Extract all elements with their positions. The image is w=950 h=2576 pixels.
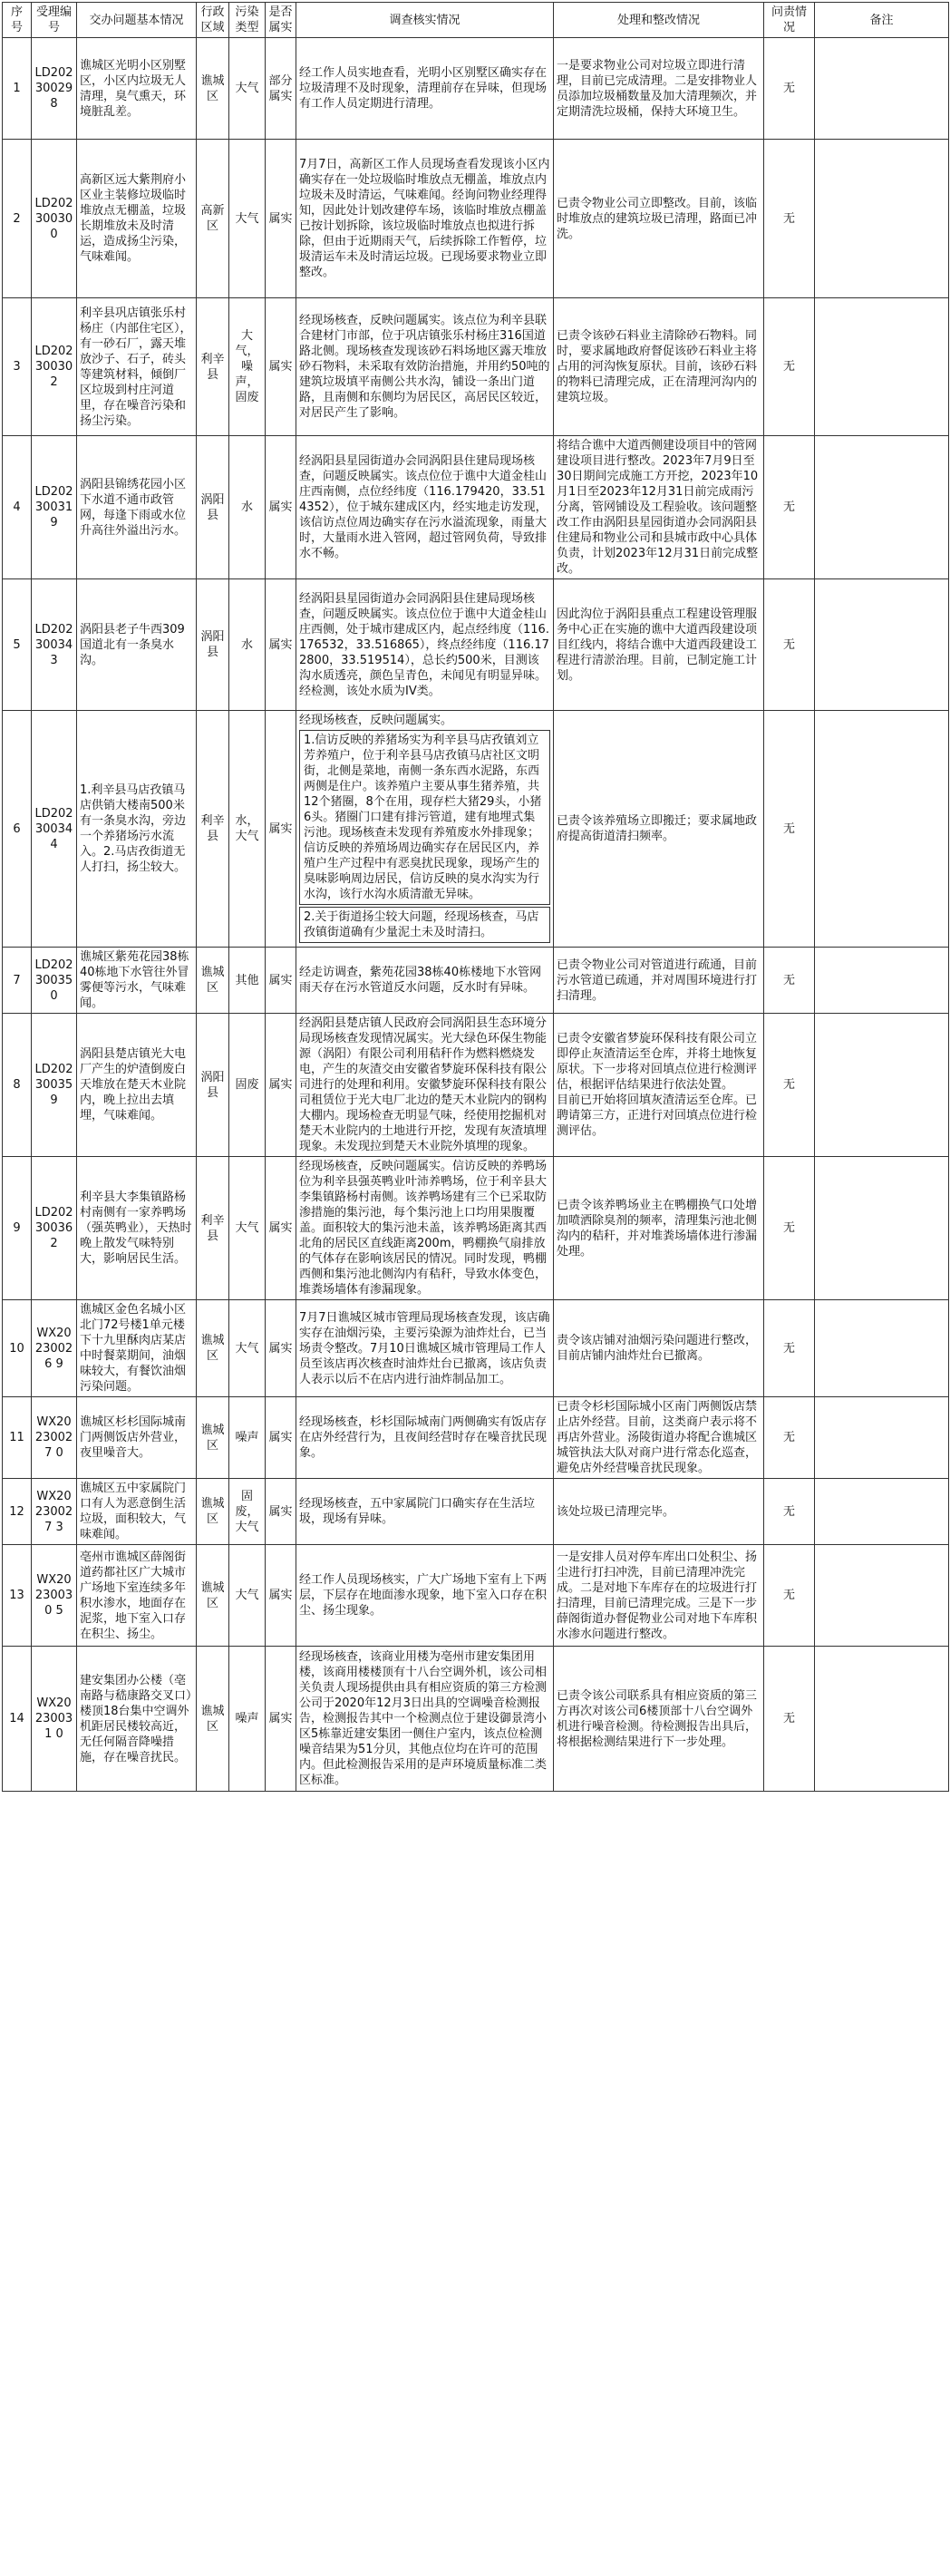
verified-status: 属实	[266, 436, 296, 579]
investigation-details	[296, 436, 554, 579]
remarks	[815, 1545, 949, 1647]
table-row	[3, 140, 949, 298]
investigation-paragraph: 经现场核查，反映问题属实。信访反映的养鸭场位为利辛县强英鸭业叶沛养鸭场，位于利辛县大李集镇路杨村南侧。该养鸭场建有三个已采取防渗措施的集污池，每个集污池上口均用果腹覆盖。面积较大的集污池未盖，该养鸭场距离其西北角的居民区直线距离200m，鸭棚换气扇排放的气体存在影响该居民的情况。同时发现，鸭棚西侧和集污池北侧沟内有秸秆，导致水体变色，堆粪场墙体有渗漏现象。	[299, 1160, 548, 1297]
remarks	[815, 1300, 949, 1397]
row-number: 8	[3, 1014, 32, 1157]
issue-description: 利辛县巩店镇张乐村杨庄（内部住宅区），有一砂石厂，露天堆放沙子、石子，砖头等建筑材料，倾倒厂区垃圾到村庄河道里，存在噪音污染和扬尘污染。	[77, 298, 197, 436]
row-number: 1	[3, 38, 32, 140]
investigation-paragraph: 1.信访反映的养猪场实为利辛县马店孜镇刘立芳养殖户，位于利辛县马店孜镇马店社区文明街，北侧是菜地，南侧一条东西水泥路，东西两侧是住户。该养殖户主要从事生猪养殖，共12个猪圈，8个在用，现存栏大猪29头，小猪6头。猪圈门口建有排污管道，建有地埋式集污池。现场核查未发现有养殖废水外排现象；信访反映的养殖场周边确实存在居民区内，养殖户生产过程中有恶臭扰民现象，现场产生的臭味影响周边居民，信访反映的臭水沟实为行水沟，该行水沟水质清澈无异味。	[299, 730, 550, 905]
acceptance-id: WX20230027 0	[32, 1397, 77, 1479]
admin-region: 涡阳县	[197, 436, 229, 579]
pollution-type: 水	[229, 436, 266, 579]
handling-details: 因此沟位于涡阳县重点工程建设管理服务中心正在实施的谯中大道西段建设项目红线内，将结合谯中大道西段建设工程进行清淤治理。目前，已制定施工计划。	[554, 579, 764, 711]
verified-status: 属实	[266, 711, 296, 948]
accountability: 无	[764, 1014, 815, 1157]
verified-status: 属实	[266, 1479, 296, 1545]
header-verified: 是否属实	[266, 3, 296, 38]
acceptance-id: LD20230035 9	[32, 1014, 77, 1157]
issue-description: 1.利辛县马店孜镇马店供销大楼南500米有一条臭水沟，旁边一个养猪场污水流入。2.马店孜街道无人打扫，扬尘较大。	[77, 711, 197, 948]
investigation-details	[296, 1479, 554, 1545]
table-row	[3, 1300, 949, 1397]
admin-region: 谯城区	[197, 1647, 229, 1792]
handling-details: 已责令该养鸭场业主在鸭棚换气口处增加喷洒除臭剂的频率，清理集污池北侧沟内的秸秆，并对堆粪场墙体进行渗漏处理。	[554, 1157, 764, 1300]
accountability: 无	[764, 948, 815, 1014]
handling-details: 已责令物业公司对管道进行疏通，目前污水管道已疏通，并对周围环境进行打扫清理。	[554, 948, 764, 1014]
investigation-details	[296, 1545, 554, 1647]
header-investigation: 调查核实情况	[296, 3, 554, 38]
acceptance-id: LD20230030 0	[32, 140, 77, 298]
admin-region: 涡阳县	[197, 1014, 229, 1157]
row-number: 6	[3, 711, 32, 948]
verified-status: 属实	[266, 1014, 296, 1157]
accountability: 无	[764, 1397, 815, 1479]
row-number: 2	[3, 140, 32, 298]
remarks	[815, 436, 949, 579]
admin-region: 高新区	[197, 140, 229, 298]
issue-description: 涡阳县老子牛西309国道北有一条臭水沟。	[77, 579, 197, 711]
handling-details: 已责令杉杉国际城小区南门两侧饭店禁止店外经营。目前，这类商户表示将不再店外营业。汤陵街道办将配合谯城区城管执法大队对商户进行常态化巡查，避免店外经营噪音扰民现象。	[554, 1397, 764, 1479]
pollution-type: 水	[229, 579, 266, 711]
table-body	[3, 38, 949, 1792]
issue-description: 谯城区金色名城小区北门72号楼1单元楼下十九里酥肉店某店中时餐菜期间，油烟味较大，有餐饮油烟污染问题。	[77, 1300, 197, 1397]
acceptance-id: LD20230035 0	[32, 948, 77, 1014]
issue-description: 利辛县大李集镇路杨村南侧有一家养鸭场（强英鸭业），天热时晚上散发气味特别大，影响居民生活。	[77, 1157, 197, 1300]
investigation-details	[296, 1647, 554, 1792]
investigation-paragraph: 7月7日，高新区工作人员现场查看发现该小区内确实存在一处垃圾临时堆放点无棚盖，堆放点内垃圾未及时清运，气味难闻。经询问物业经理得知，因此处计划改建停车场，该临时堆放点棚盖已按计划拆除，该垃圾临时堆放点也拟进行拆除，但由于近期雨天气，后续拆除工作暂停，垃圾清运车未及时清运垃圾。已现场要求物业立即整改。	[299, 158, 550, 279]
pollution-type: 大气	[229, 1545, 266, 1647]
verified-status: 属实	[266, 140, 296, 298]
accountability: 无	[764, 436, 815, 579]
investigation-paragraph: 经现场核查，反映问题属实。	[299, 714, 453, 727]
table-row	[3, 1397, 949, 1479]
remarks	[815, 38, 949, 140]
remarks	[815, 579, 949, 711]
investigation-paragraph: 经涡阳县星园街道办会同涡阳县住建局现场核查，问题反映属实。该点位位于谯中大道金桂山庄西侧，处于城市建成区内，起点经纬度（116.176532，33.516865），终点经纬度（116.172800，33.519514），总长约500米，目测该沟水质透亮，颜色呈青色，未闻见有明显异味。经检测，该处水质为IV类。	[299, 591, 549, 698]
pollution-type: 大气	[229, 140, 266, 298]
table-row	[3, 948, 949, 1014]
table-row	[3, 1647, 949, 1792]
remarks	[815, 948, 949, 1014]
row-number: 12	[3, 1479, 32, 1545]
admin-region: 谯城区	[197, 38, 229, 140]
remarks	[815, 140, 949, 298]
investigation-details	[296, 1397, 554, 1479]
verified-status: 属实	[266, 579, 296, 711]
investigation-paragraph: 7月7日谯城区城市管理局现场核查发现，该店确实存在油烟污染，主要污染源为油炸灶台，已当场责令整改。7月10日谯城区城市管理局工作人员至该店再次核查时油炸灶台已撤离，该店负责人表示以后不在店内进行油炸制品加工。	[299, 1310, 550, 1386]
investigation-paragraph: 经工作人员现场核实，广大广场地下室有上下两层，下层存在地面渗水现象，地下室入口存在积尘、扬尘现象。	[299, 1573, 548, 1618]
row-number: 9	[3, 1157, 32, 1300]
table-row	[3, 579, 949, 711]
investigation-details	[296, 1014, 554, 1157]
remarks	[815, 711, 949, 948]
header-type: 污染类型	[229, 3, 266, 38]
issue-description: 高新区远大紫荆府小区业主装修垃圾临时堆放点无棚盖，垃圾长期堆放未及时清运，造成扬尘污染，气味难闻。	[77, 140, 197, 298]
acceptance-id: WX20230026 9	[32, 1300, 77, 1397]
header-id: 受理编号	[32, 3, 77, 38]
acceptance-id: LD20230031 9	[32, 436, 77, 579]
investigation-paragraph: 经现场核查，杉杉国际城南门两侧确实有饭店存在店外经营行为，且夜间经营时存在噪音扰民现象。	[299, 1415, 548, 1460]
verified-status: 属实	[266, 1157, 296, 1300]
remarks	[815, 298, 949, 436]
verified-status: 属实	[266, 1300, 296, 1397]
acceptance-id: LD20230034 4	[32, 711, 77, 948]
table-row	[3, 1157, 949, 1300]
verified-status: 属实	[266, 1397, 296, 1479]
investigation-details	[296, 711, 554, 948]
issue-description: 亳州市谯城区薛阁街道药都社区广大城市广场地下室连续多年积水渗水，地面存在泥浆，地下室入口存在积尘、扬尘。	[77, 1545, 197, 1647]
header-note: 备注	[815, 3, 949, 38]
remarks	[815, 1397, 949, 1479]
row-number: 4	[3, 436, 32, 579]
investigation-details	[296, 1300, 554, 1397]
acceptance-id: WX20230027 3	[32, 1479, 77, 1545]
issue-description: 谯城区五中家属院门口有人为恶意倒生活垃圾，面积较大，气味难闻。	[77, 1479, 197, 1545]
handling-details: 将结合谯中大道西侧建设项目中的管网建设项目进行整改。2023年7月9日至30日期间完成施工方开挖，2023年10月1日至2023年12月31日前完成雨污分离，管网铺设及工程验收。该问题整改工作由涡阳县星园街道办会同涡阳县住建局和物业公司和县城市政中心具体负责，计划2023年12月31日前完成整改。	[554, 436, 764, 579]
acceptance-id: LD20230036 2	[32, 1157, 77, 1300]
handling-details: 已责令该养殖场立即搬迁；要求属地政府提高街道清扫频率。	[554, 711, 764, 948]
acceptance-id: LD20230029 8	[32, 38, 77, 140]
admin-region: 谯城区	[197, 1397, 229, 1479]
accountability: 无	[764, 140, 815, 298]
investigation-details	[296, 1157, 554, 1300]
accountability: 无	[764, 579, 815, 711]
row-number: 14	[3, 1647, 32, 1792]
investigation-paragraph: 2.关于街道扬尘较大问题，经现场核查，马店孜镇街道确有少量泥土未及时清扫。	[299, 907, 550, 943]
pollution-type: 噪声	[229, 1397, 266, 1479]
investigation-paragraph: 经走访调查，紫苑花园38栋40栋楼地下水管网雨天存在污水管道反水问题，反水时有异味。	[299, 966, 542, 995]
investigation-details	[296, 140, 554, 298]
row-number: 13	[3, 1545, 32, 1647]
header-no: 序号	[3, 3, 32, 38]
table-row	[3, 298, 949, 436]
issue-description: 谯城区紫苑花园38栋40栋地下水管往外冒雾便等污水，气味难闻。	[77, 948, 197, 1014]
investigation-paragraph: 经现场核查，五中家属院门口确实存在生活垃圾，现场有异味。	[299, 1497, 536, 1526]
investigation-paragraph: 经现场核查，该商业用楼为亳州市建安集团用楼，该商用楼楼顶有十八台空调外机，该公司相关负责人现场提供由具有相应资质的第三方检测公司于2020年12月3日出具的空调噪音检测报告，检测报告其中一个检测点位于建设御景湾小区5栋靠近建安集团一侧住户室内，该点位检测噪音结果为51分贝，其他点位均在许可的范围内。但此检测报告采用的是声环境质量标准二类区标准。	[299, 1650, 548, 1787]
row-number: 3	[3, 298, 32, 436]
verified-status: 属实	[266, 948, 296, 1014]
investigation-details	[296, 948, 554, 1014]
accountability: 无	[764, 1157, 815, 1300]
issue-description: 涡阳县楚店镇光大电厂产生的炉渣倒废白天堆放在楚天木业院内，晚上拉出去填埋，气味难闻。	[77, 1014, 197, 1157]
pollution-type: 噪声	[229, 1647, 266, 1792]
pollution-type: 其他	[229, 948, 266, 1014]
investigation-paragraph: 经涡阳县楚店镇人民政府会同涡阳县生态环境分局现场核查发现情况属实。光大绿色环保生物能源（涡阳）有限公司利用秸秆作为燃料燃烧发电，产生的灰渣交由安徽省梦旋环保科技有限公司进行的处理和利用。安徽梦旋环保科技有限公司租赁位于光大电厂北边的楚天木业院内的钢构大棚内。现场检查无明显气味，经使用挖掘机对楚天木业院内的土地进行开挖，发现有灰渣填埋现象。未发现拉到楚天木业院外填埋的现象。	[299, 1016, 548, 1153]
row-number: 10	[3, 1300, 32, 1397]
row-number: 11	[3, 1397, 32, 1479]
accountability: 无	[764, 1479, 815, 1545]
accountability: 无	[764, 1300, 815, 1397]
admin-region: 利辛县	[197, 711, 229, 948]
row-number: 5	[3, 579, 32, 711]
table-row	[3, 436, 949, 579]
acceptance-id: WX20230031 0	[32, 1647, 77, 1792]
admin-region: 谯城区	[197, 1545, 229, 1647]
handling-details: 已责令该公司联系具有相应资质的第三方再次对该公司6楼顶部十八台空调外机进行噪音检测。待检测报告出具后，将根据检测结果进行下一步处理。	[554, 1647, 764, 1792]
handling-details: 已责令物业公司立即整改。目前，该临时堆放点的建筑垃圾已清理，路面已冲洗。	[554, 140, 764, 298]
investigation-details	[296, 579, 554, 711]
remarks	[815, 1479, 949, 1545]
investigation-details	[296, 298, 554, 436]
accountability: 无	[764, 1647, 815, 1792]
table-row	[3, 38, 949, 140]
handling-details: 责令该店铺对油烟污染问题进行整改，目前店铺内油炸灶台已撤离。	[554, 1300, 764, 1397]
verified-status: 属实	[266, 1545, 296, 1647]
investigation-paragraph: 经现场核查，反映问题属实。该点位为利辛县联合建材门市部，位于巩店镇张乐村杨庄316国道路北侧。现场核查发现该砂石料场地区露天堆放砂石物料，未采取有效防治措施，并用约50吨的建筑垃圾填平南侧公共水沟，铺设一条出门道路，且南侧和东侧均为居民区，高居民区较近，对居民产生了影响。	[299, 314, 550, 420]
header-accountability: 问责情况	[764, 3, 815, 38]
pollution-type: 大气	[229, 38, 266, 140]
pollution-type: 水，大气	[229, 711, 266, 948]
accountability: 无	[764, 711, 815, 948]
pollution-type: 固废，大气	[229, 1479, 266, 1545]
investigation-paragraph: 经工作人员实地查看，光明小区别墅区确实存在垃圾清理不及时现象，清理前存在异味，但现场有工作人员定期进行清理。	[299, 66, 548, 111]
row-number: 7	[3, 948, 32, 1014]
handling-details: 一是安排人员对停车库出口处积尘、扬尘进行打扫冲洗，目前已清理冲洗完成。二是对地下车库存在的垃圾进行打扫清理，目前已清理完成。三是下一步薛阁街道办督促物业公司对地下车库积水渗水问题进行整改。	[554, 1545, 764, 1647]
pollution-type: 大气，噪声，固废	[229, 298, 266, 436]
pollution-type: 大气	[229, 1300, 266, 1397]
admin-region: 谯城区	[197, 948, 229, 1014]
remarks	[815, 1647, 949, 1792]
handling-details: 一是要求物业公司对垃圾立即进行清理，目前已完成清理。二是安排物业人员添加垃圾桶数量及加大清理频次，并定期清洗垃圾桶，保持大环境卫生。	[554, 38, 764, 140]
investigation-paragraph: 经涡阳县星园街道办会同涡阳县住建局现场核查，问题反映属实。该点位位于谯中大道金桂山庄西南侧，点位经纬度（116.179420，33.514352），位于城东建成区内，经实地走访发现，该信访点位周边确实存在污水溢流现象，雨量大时，大量雨水进入管网，超过管网负荷，导致排水不畅。	[299, 454, 548, 560]
admin-region: 涡阳县	[197, 579, 229, 711]
pollution-type: 大气	[229, 1157, 266, 1300]
acceptance-id: LD20230030 2	[32, 298, 77, 436]
issue-description: 谯城区光明小区别墅区，小区内垃圾无人清理，臭气熏天，环境脏乱差。	[77, 38, 197, 140]
admin-region: 谯城区	[197, 1479, 229, 1545]
investigation-details	[296, 38, 554, 140]
acceptance-id: LD20230034 3	[32, 579, 77, 711]
handling-details: 该处垃圾已清理完毕。	[554, 1479, 764, 1545]
acceptance-id: WX20230030 5	[32, 1545, 77, 1647]
table-row	[3, 711, 949, 948]
accountability: 无	[764, 298, 815, 436]
table-row	[3, 1545, 949, 1647]
issue-description: 建安集团办公楼（亳南路与嵇康路交叉口）楼顶18台集中空调外机距居民楼较高近，无任何隔音降噪措施，存在噪音扰民。	[77, 1647, 197, 1792]
complaint-table	[2, 2, 949, 1792]
table-row	[3, 1479, 949, 1545]
header-handling: 处理和整改情况	[554, 3, 764, 38]
issue-description: 谯城区杉杉国际城南门两侧饭店外营业，夜里噪音大。	[77, 1397, 197, 1479]
pollution-type: 固废	[229, 1014, 266, 1157]
remarks	[815, 1014, 949, 1157]
admin-region: 利辛县	[197, 298, 229, 436]
issue-description: 涡阳县锦绣花园小区下水道不通市政管网，每逢下雨或水位升高往外溢出污水。	[77, 436, 197, 579]
verified-status: 属实	[266, 298, 296, 436]
table-row	[3, 1014, 949, 1157]
header-region: 行政区域	[197, 3, 229, 38]
handling-details: 已责令该砂石料业主清除砂石物料。同时，要求属地政府督促该砂石料业主将占用的河沟恢复原状。目前，该砂石料的物料已清理完成，正在清理河沟内的建筑垃圾。	[554, 298, 764, 436]
verified-status: 部分属实	[266, 38, 296, 140]
admin-region: 谯城区	[197, 1300, 229, 1397]
verified-status: 属实	[266, 1647, 296, 1792]
accountability: 无	[764, 1545, 815, 1647]
admin-region: 利辛县	[197, 1157, 229, 1300]
header-issue: 交办问题基本情况	[77, 3, 197, 38]
header-row	[3, 3, 949, 38]
handling-details: 已责令安徽省梦旋环保科技有限公司立即停止灰渣清运至仓库，并将土地恢复原状。下一步将对回填点位进行检测评估，根据评估结果进行依法处置。 目前已开始将回填灰渣清运至仓库。已聘请第三方，正进行对回填点位进行检测评估。	[554, 1014, 764, 1157]
accountability: 无	[764, 38, 815, 140]
remarks	[815, 1157, 949, 1300]
